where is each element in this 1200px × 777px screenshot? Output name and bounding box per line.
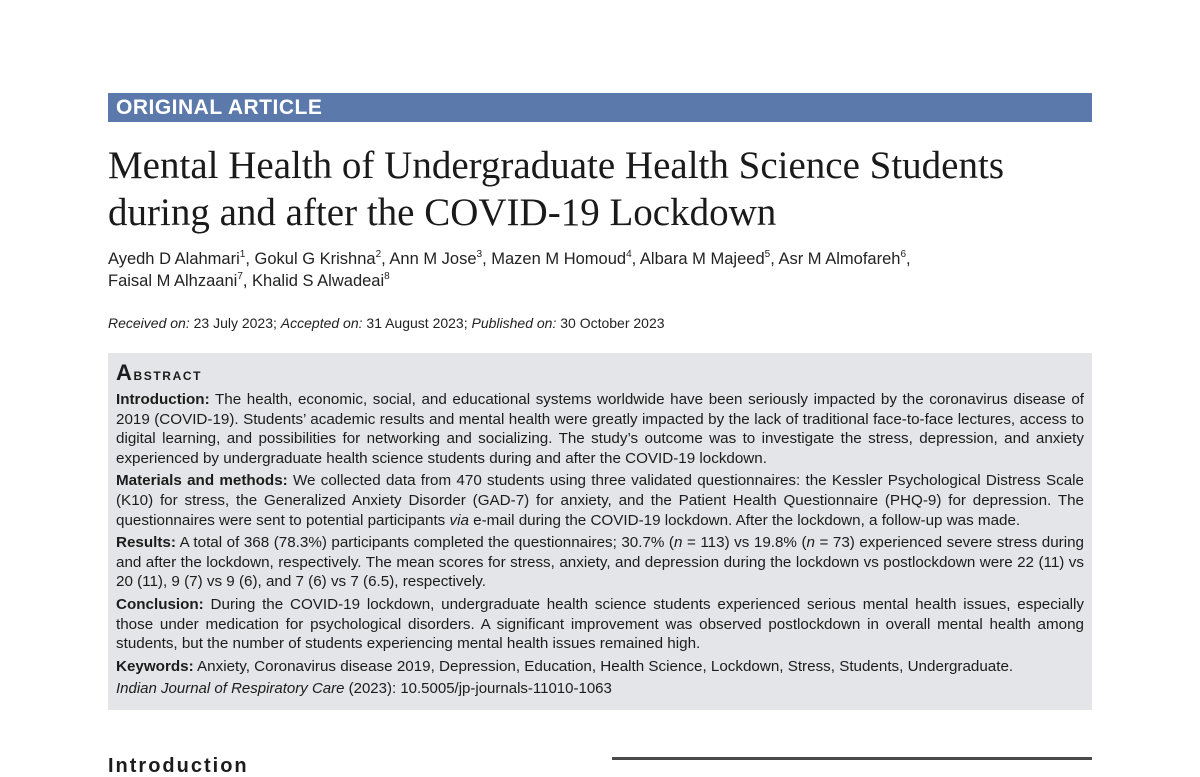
abstract-box (108, 353, 1092, 710)
author[interactable]: Albara M Majeed$^5$ (639, 249, 771, 268)
abstract-introduction: Introduction: The health, economic, social, and educational systems worldwide have been seriously impacted by the coronavirus disease of 2019 (COVID-19). Students’ academic results and mental health were greatly impacted by the lack of traditional face-to-face lectures, access to digital learning, and possibilities for networking and socializing. The study’s outcome was to investigate the stress, depression, and anxiety experienced by undergraduate health science students during and after the COVID-19 lockdown. (116, 391, 1084, 467)
author[interactable]: Mazen M Homoud$^4$ (491, 249, 632, 268)
publication-dates (108, 314, 1098, 332)
author[interactable]: Asr M Almofareh$^6$ (778, 249, 906, 268)
abstract-results: Results: A total of 368 (78.3%) participants completed the questionnaires; 30.7% (n = 113) vs 19.8% (n = 73) experienced severe stress during and after the lockdown, respectively. The mean scores for stress, anxiety, and depression during the lockdown vs postlockdown were 22 (11) vs 20 (11), 9 (7) vs 9 (6), and 7 (6) vs 7 (6.5), respectively. (116, 534, 1084, 591)
title-line-1: Mental Health of Undergraduate Health Science Students (108, 144, 1004, 187)
received-label: Received on: (108, 315, 190, 331)
journal-name: Indian Journal of Respiratory Care (116, 680, 345, 698)
author[interactable]: Ayedh D Alahmari$^1$ (108, 249, 246, 268)
abstract-keywords: Keywords: Anxiety, Coronavirus disease 2019, Depression, Education, Health Science, Lockdown, Stress, Students, Undergraduate. (116, 657, 1014, 675)
abstract-conclusion: Conclusion: During the COVID-19 lockdown, undergraduate health science students experienced serious mental health issues, especially those under medication for psychological disorders. A significant improvement was observed postlockdown in overall mental health among students, but the number of students experiencing mental health issues remained high. (116, 595, 1084, 653)
author-list: Ayedh D Alahmari$^1$, Gokul G Krishna$^2$, Ann M Jose$^3$, Mazen M Homoud$^4$, Albara M Majeed$^5$, Asr M Almofareh$^6$, Faisal M Alhzaani$^7$, Khalid S Alwadeai$^8$ (108, 249, 911, 290)
abstract-methods: Materials and methods: We collected data from 470 students using three validated questionnaires: the Kessler Psychological Distress Scale (K10) for stress, the Generalized Anxiety Disorder (GAD-7) for anxiety, and the Patient Health Questionnaire (PHQ-9) for depression. The questionnaires were sent to potential participants via e-mail during the COVID-19 lockdown. After the lockdown, a follow-up was made. (116, 472, 1084, 529)
author[interactable]: Gokul G Krishna$^2$ (254, 249, 382, 268)
received-date: 23 July 2023; (189, 315, 281, 331)
published-label: Published on: (471, 315, 557, 331)
author[interactable]: Khalid S Alwadeai$^8$ (252, 271, 390, 290)
author[interactable]: Faisal M Alhzaani$^7$ (108, 271, 243, 290)
author[interactable]: Ann M Jose$^3$ (389, 249, 483, 268)
column-divider-rule (612, 757, 1092, 760)
article-type-banner: ORIGINAL ARTICLE (108, 93, 1092, 122)
title-line-2: during and after the COVID-19 Lockdown (108, 191, 777, 234)
article-title (108, 142, 1098, 236)
accepted-date: 31 August 2023; (362, 315, 472, 331)
published-date: 30 October 2023 (556, 315, 665, 331)
journal-doi[interactable]: (2023): 10.5005/jp-journals-11010-1063 (344, 680, 612, 698)
journal-citation (116, 679, 1084, 699)
abstract-heading: Abstract (116, 360, 203, 385)
introduction-heading: Introduction (108, 755, 249, 777)
accepted-label: Accepted on: (280, 315, 363, 331)
